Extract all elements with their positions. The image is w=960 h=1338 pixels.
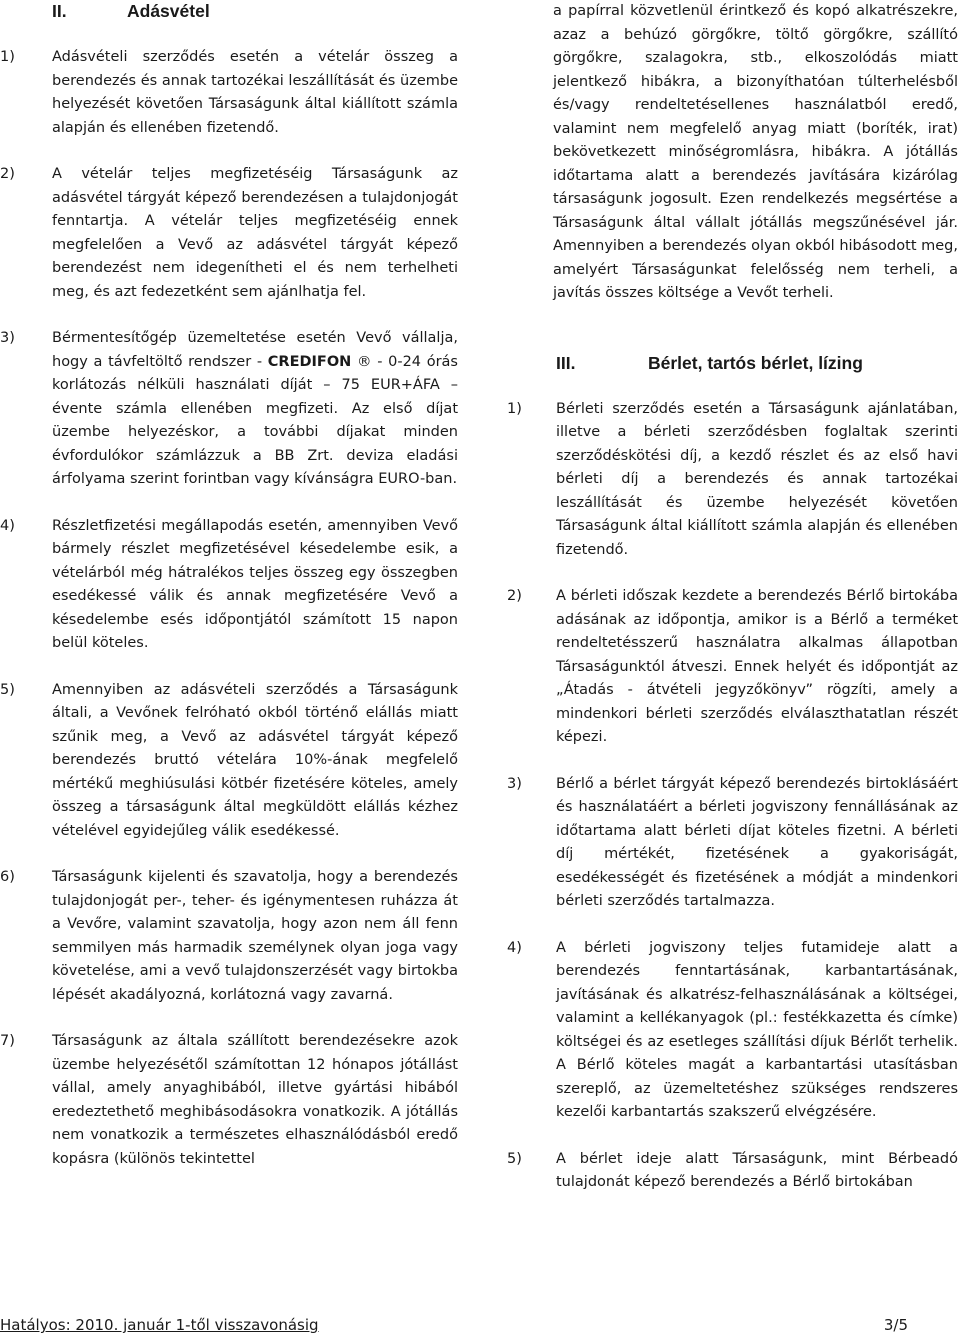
clause-ii-5 <box>0 679 458 844</box>
clause-number: 6) <box>0 869 15 885</box>
clause-ii-3 <box>0 327 458 492</box>
clause-text: Amennyiben az adásvételi szerződés a Társaságunk általi, a Vevőnek felróható okból történő elállás miatt szűnik meg, a Vevő az adásvétel tárgyát képező berendezés bruttó vételára 10%-ának megfelelő mértékű meghiúsulási kötbér fizetésére köteles, amely összeg a társaságunk által megküldött elállás kézhez vételével egyidejűleg válik esedékessé. <box>52 681 458 839</box>
clause-iii-3 <box>507 773 958 914</box>
clause-number: 2) <box>0 166 15 182</box>
section-number: II. <box>52 1 67 21</box>
clause-number: 1) <box>507 400 522 417</box>
clause-number: 5) <box>507 1150 522 1167</box>
clause-number: 3) <box>0 330 15 346</box>
clause-number: 3) <box>507 775 522 792</box>
clause-text: Adásvételi szerződés esetén a vételár összeg a berendezés és annak tartozékai leszállítását és üzembe helyezését követően Társaságunk által kiállított számla alapján és ellenében fizetendő. <box>52 49 458 136</box>
clause-text-part: Bérmentesítőgép üzemeltetése esetén Vevő vállalja, hogy a távfeltöltő rendszer - <box>52 330 458 370</box>
left-column <box>0 0 458 1171</box>
section-heading-berlet <box>507 352 958 375</box>
validity-note: Hatályos: 2010. január 1-től visszavonásig <box>0 1316 319 1334</box>
clause-text: A bérlet ideje alatt Társaságunk, mint Bérbeadó tulajdonát képező berendezés a Bérlő birtokában <box>556 1150 958 1190</box>
clause-number: 5) <box>0 681 15 698</box>
clause-iii-5 <box>507 1148 958 1195</box>
clause-ii-2 <box>0 163 458 304</box>
clause-number: 4) <box>507 939 522 956</box>
clause-text: Társaságunk az általa szállított berendezésekre azok üzembe helyezésétől számítottan 12 hónapos jótállást vállal, amely anyaghibából, illetve gyártási hibából eredeztethető meghibásodásokra vonatkozik. A jótállás nem vonatkozik a természetes elhasználódásból eredő kopásra (különös tekintettel <box>52 1033 458 1167</box>
clause-iii-4 <box>507 937 958 1125</box>
clause-ii-7 <box>0 1030 458 1171</box>
section-title: Bérlet, tartós bérlet, lízing <box>648 352 863 373</box>
clause-ii-1 <box>0 46 458 140</box>
clause-number: 4) <box>0 517 15 534</box>
section-heading-adasvetel <box>0 0 458 23</box>
clause-text <box>52 327 458 492</box>
clause-number: 7) <box>0 1033 15 1049</box>
clause-text: A vételár teljes megfizetéséig Társaságunk az adásvétel tárgyát képező berendezésen a tulajdonjogát fenntartja. A vételár teljes megfizetéséig ennek megfelelően a Vevő az adásvétel tárgyát képező berendezést nem idegenítheti el és nem terhelheti meg, és azt fedezetként sem ajánlhatja fel. <box>52 166 458 300</box>
clause-text: Részletfizetési megállapodás esetén, amennyiben Vevő bármely részlet megfizetésével késedelembe esik, a vételárból még hátralékos teljes összeg egy összegben esedékessé válik és annak megfizetésére Vevő a késedelembe esés időpontjától számított 15 napon belül köteles. <box>52 517 458 651</box>
clause-ii-6 <box>0 866 458 1007</box>
clause-text: A bérleti jogviszony teljes futamideje alatt a berendezés fenntartásának, karbantartásának, javításának és alkatrész-felhasználásának a költségei, valamint a kellékanyagok (pl.: festékkazetta és címke) költségei és az esetleges szállítási díjuk Bérlőt terhelik. A Bérlő köteles magát a karbantartási utasításban szereplő, az üzemeltetéshez szükséges rendszeres kezelői karbantartás szakszerű elvégzésére. <box>556 939 958 1120</box>
right-column <box>507 0 958 1195</box>
clause-ii-7-continuation: a papírral közvetlenül érintkező és kopó alkatrészekre, azaz a behúzó görgőkre, töltő görgőkre, szállító görgőkre, szalagokra, stb., elkoszolódás miatt jelentkező hibákra, a bizonyíthatóan túlterhelésből és/vagy rendeltetésellenes használatból eredő, valamint nem megfelelő anyag miatt (boríték, irat) bekövetkezett minőségromlásra, hibákra. A jótállás időtartama alatt a berendezés javítására kizárólag társaságunk jogosult. Ezen rendelkezés megsértése a Társaságunk által vállalt jótállás megszűnésével jár. Amennyiben a berendezés olyan okból hibásodott meg, amelyért Társaságunkat felelősség nem terheli, a javítás összes költsége a Vevőt terheli. <box>553 3 958 301</box>
page-footer <box>0 1312 960 1338</box>
registered-mark-icon: ® <box>357 353 372 370</box>
brand-name: CREDIFON <box>267 353 352 370</box>
clause-iii-1 <box>507 398 958 563</box>
clause-text: Társaságunk kijelenti és szavatolja, hogy a berendezés tulajdonjogát per-, teher- és igénymentesen ruházza át a Vevőre, valamint szavatolja, hogy azon nem áll fenn semmilyen más harmadik személynek olyan joga vagy követelése, ami a vevő tulajdonszerzését vagy birtokba lépését akadályozná, korlátozná vagy zavarná. <box>52 869 458 1003</box>
clause-ii-4 <box>0 515 458 656</box>
section-title: Adásvétel <box>127 1 210 21</box>
page-number: 3/5 <box>883 1316 908 1334</box>
clause-text-part: - 0-24 órás korlátozás nélküli használati díját – 75 EUR+ÁFA – évente számla ellenében megfizeti. Az első díjat üzembe helyezéskor, a további díjakat minden évfordulókor számlázzuk a BB Zrt. deviza eladási árfolyama szerint forintban vagy kívánságra EURO-ban. <box>52 353 458 487</box>
section-number: III. <box>556 352 576 373</box>
clause-number: 1) <box>0 49 15 65</box>
clause-iii-2 <box>507 585 958 750</box>
clause-text: Bérleti szerződés esetén a Társaságunk ajánlatában, illetve a bérleti szerződésben foglaltak szerinti szerződéskötési díj, a kezdő részlet és az első havi bérleti díj a berendezés és annak tartozékai leszállítását és üzembe helyezését követően Társaságunk által kiállított számla alapján és ellenében fizetendő. <box>556 400 958 558</box>
clause-text: A bérleti időszak kezdete a berendezés Bérlő birtokába adásának az időpontja, amikor is a Bérlő a terméket rendeltetésszerű használatra alkalmas állapotban Társaságunktól átveszi. Ennek helyét és időpontját az „Átadás - átvételi jegyzőkönyv” rögzíti, amely a mindenkori bérleti szerződés elválaszthatatlan részét képezi. <box>556 588 958 745</box>
clause-number: 2) <box>507 588 522 604</box>
clause-text: Bérlő a bérlet tárgyát képező berendezés birtoklásáért és használatáért a bérleti jogviszony fennállásának az időtartama alatt bérleti díjat köteles fizetni. A bérleti díj mértékét, fizetésének a gyakoriságát, esedékességét és fizetésének a módját a mindenkori bérleti szerződés tartalmazza. <box>556 775 958 909</box>
